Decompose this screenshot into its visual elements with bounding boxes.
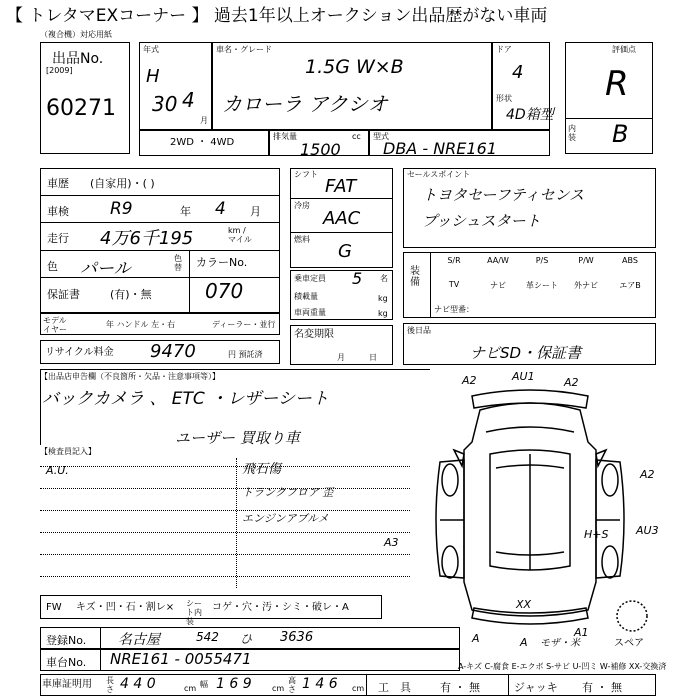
- notes-label: 【出品店申告欄（不良箇所・欠品・注意事項等）】: [40, 372, 220, 381]
- load-unit: kg: [378, 294, 388, 303]
- jack-value: 有 ・ 無: [582, 681, 622, 694]
- cert-width-label: 幅: [200, 680, 208, 689]
- inspector-note-left: A.U.: [46, 464, 69, 477]
- era-value: H: [146, 66, 160, 87]
- capacity-value: 5: [352, 269, 363, 288]
- equip-item: ABS: [622, 256, 638, 265]
- mark-right-top: A2: [640, 468, 655, 481]
- displacement-label: 排気量: [273, 132, 297, 141]
- note-top: （複合機）対応用紙: [40, 30, 112, 39]
- chassis-value: NRE161 - 0055471: [110, 650, 252, 668]
- equip-item: AA/W: [487, 256, 509, 265]
- mark-bottom-2: A: [520, 636, 528, 649]
- color-value: パール: [80, 259, 131, 279]
- lot-label: 出品No.: [52, 51, 104, 67]
- tools-value: 有 ・ 無: [440, 681, 480, 694]
- jack-label: ジャッキ: [514, 681, 558, 694]
- sales-line-2: プッシュスタート: [422, 212, 541, 230]
- color-code-label: カラーNo.: [196, 256, 248, 269]
- col-divider: [189, 250, 190, 313]
- type-label: 型式: [373, 132, 389, 141]
- cert-unit-1: cm: [184, 684, 197, 693]
- dotted-line: [40, 532, 410, 533]
- door-value: 4: [512, 62, 524, 83]
- inspection-month: 4: [215, 199, 226, 219]
- mark-h: H+S: [584, 528, 609, 541]
- equip-item: P/W: [578, 256, 594, 265]
- mark-left: A3: [384, 536, 399, 549]
- mark-top-0: A2: [462, 374, 477, 387]
- reg-number: 3636: [280, 630, 314, 645]
- equip-item: S/R: [447, 256, 461, 265]
- mark-bottom-1: A: [472, 632, 480, 645]
- equip-item: エアB: [619, 281, 641, 290]
- inspector-label: 【検査員記入】: [40, 447, 96, 456]
- color-code-value: 070: [205, 279, 244, 303]
- model-name: カローラ アクシオ: [222, 92, 388, 116]
- dotted-line: [40, 554, 410, 555]
- shift-value: FAT: [325, 176, 357, 197]
- fuel-label: 燃料: [294, 235, 310, 244]
- row-divider: [290, 232, 393, 233]
- shift-label: シフト: [294, 170, 318, 179]
- tools-label: 工 具: [378, 681, 411, 694]
- shape-value: 4D箱型: [506, 107, 554, 123]
- interior-value: B: [612, 120, 629, 148]
- sales-box: [403, 168, 656, 248]
- grade-value: 1.5G W×B: [305, 56, 404, 78]
- lot-number: 60271: [46, 96, 116, 121]
- banner-title: 【 トレタマEXコーナー 】 過去1年以上オークション出品歴がない車両: [6, 6, 548, 26]
- year-label: 年式: [143, 45, 159, 54]
- reg-class: 542: [196, 630, 219, 644]
- dotted-line: [40, 488, 410, 489]
- type-value: DBA - NRE161: [383, 139, 497, 158]
- cert-unit-2: cm: [272, 684, 285, 693]
- equip-item: P/S: [535, 256, 549, 265]
- seat-label: シート内装: [186, 599, 202, 626]
- notes-text: バックカメラ 、 ETC ・レザーシート: [42, 389, 329, 409]
- model-year-label: モデルイヤー: [43, 316, 67, 334]
- row-divider: [40, 222, 280, 223]
- history-label: 車歴: [47, 177, 69, 190]
- dotted-divider: [236, 458, 237, 588]
- row-divider: [40, 195, 280, 196]
- displacement-value: 1500: [300, 140, 341, 159]
- notes-extra: ユーザー 買取り車: [175, 429, 300, 447]
- car-diagram: [410, 372, 670, 642]
- inspector-line-2: トランクフロア 歪: [242, 486, 334, 499]
- chassis-label: 車台No.: [46, 656, 87, 669]
- recycle-unit: 円 預託済: [228, 350, 263, 359]
- after-value: ナビSD・保証書: [470, 344, 582, 362]
- dotted-line: [40, 576, 410, 577]
- mileage-value: 4万6千195: [100, 228, 194, 249]
- equip-grid: [434, 256, 654, 302]
- row-divider: [40, 277, 280, 278]
- inspector-area: [40, 458, 410, 588]
- dotted-line: [40, 510, 410, 511]
- dotted-line: [40, 466, 410, 467]
- mark-top-2: A2: [564, 376, 579, 389]
- km-unit: km / マイル: [228, 226, 252, 244]
- mark-bottom-4: モザ・米: [540, 638, 580, 649]
- year-value: 30: [152, 92, 178, 116]
- spare-label: スペア: [614, 638, 644, 649]
- mark-bottom-3: A1: [574, 626, 589, 639]
- color-change: 色替: [174, 254, 182, 272]
- history-value: (自家用)・( ): [90, 177, 155, 190]
- cert-len-value: 4 4 0: [120, 676, 156, 692]
- month-unit: 月: [200, 116, 208, 125]
- eval-divider: [565, 118, 653, 119]
- sales-label: セールスポイント: [407, 170, 471, 179]
- inspection-era: R9: [110, 199, 133, 219]
- navi-model-label: ナビ型番：: [434, 305, 474, 314]
- shape-label: 形状: [496, 94, 512, 103]
- interior-label: 内装: [568, 124, 576, 142]
- seat-items: コゲ・穴・汚・シミ・破レ・A: [212, 602, 349, 613]
- inspection-year-unit: 年: [180, 205, 191, 218]
- row-divider: [40, 250, 280, 251]
- fw-label: FW: [46, 602, 62, 613]
- ac-label: 冷房: [294, 201, 310, 210]
- equip-item: TV: [448, 280, 460, 289]
- month-value: 4: [182, 88, 195, 112]
- color-label: 色: [47, 260, 58, 273]
- eval-value: R: [605, 64, 629, 104]
- inspection-month-unit: 月: [250, 205, 261, 218]
- warranty-value: (有)・無: [110, 288, 152, 301]
- equip-label: 装備: [410, 266, 420, 288]
- recycle-value: 9470: [150, 341, 196, 362]
- cert-len-label: 長さ: [106, 676, 114, 694]
- drive-label: 2WD ・ 4WD: [170, 137, 235, 148]
- after-label: 後日品: [407, 326, 431, 335]
- weight-label: 車両重量: [294, 308, 326, 317]
- cert-unit-3: cm: [352, 684, 365, 693]
- dealer-label: ディーラー・並行: [212, 320, 276, 329]
- cert-width-value: 1 6 9: [216, 676, 252, 692]
- damage-legend: A-キズ C-腐食 E-エクボ S-サビ U-凹ミ W-補修 XX-交換済: [458, 662, 667, 671]
- inspector-line-3: エンジンアブルメ: [242, 512, 329, 525]
- regchange-unit: 月 日: [337, 353, 377, 362]
- cert-height-label: 高さ: [288, 676, 296, 694]
- mark-bottom-xx: XX: [516, 598, 532, 611]
- regchange-label: 名変期限: [294, 329, 334, 340]
- capacity-unit: 名: [380, 274, 388, 283]
- inspector-line-1: 飛石傷: [242, 462, 282, 477]
- cert-height-value: 1 4 6: [302, 676, 338, 692]
- eval-label: 評価点: [612, 45, 636, 54]
- mark-right-mid: AU3: [636, 524, 659, 537]
- weight-unit: kg: [378, 309, 388, 318]
- cert-label: 車庫証明用: [42, 679, 92, 690]
- col-divider: [508, 674, 509, 696]
- reg-label: 登録No.: [46, 634, 87, 647]
- inspection-label: 車検: [47, 205, 69, 218]
- col-divider: [430, 252, 431, 318]
- lot-year-stamp: [2009]: [46, 66, 73, 75]
- col-divider: [366, 674, 367, 696]
- row-divider: [290, 198, 393, 199]
- equip-item: ナビ: [490, 281, 506, 290]
- recycle-label: リサイクル料金: [45, 347, 114, 358]
- reg-area: 名古屋: [118, 632, 160, 648]
- fuel-value: G: [338, 241, 352, 262]
- sales-line-1: トヨタセーフティセンス: [422, 186, 585, 204]
- equip-item: 外ナビ: [574, 281, 598, 290]
- ac-value: AAC: [323, 208, 361, 229]
- load-label: 積載量: [294, 292, 318, 301]
- mileage-label: 走行: [47, 232, 69, 245]
- fw-items: キズ・凹・石・割レ×: [76, 602, 175, 613]
- mark-top-1: AU1: [512, 370, 535, 383]
- handle-label: 年 ハンドル 左・右: [106, 320, 176, 329]
- capacity-label: 乗車定員: [294, 274, 326, 283]
- door-label: ドア: [496, 45, 512, 54]
- cc-unit: cc: [352, 132, 361, 141]
- reg-kana: ひ: [240, 632, 253, 646]
- grade-label: 車名・グレード: [216, 45, 272, 54]
- warranty-label: 保証書: [47, 288, 80, 301]
- equip-item: 革シート: [526, 281, 558, 290]
